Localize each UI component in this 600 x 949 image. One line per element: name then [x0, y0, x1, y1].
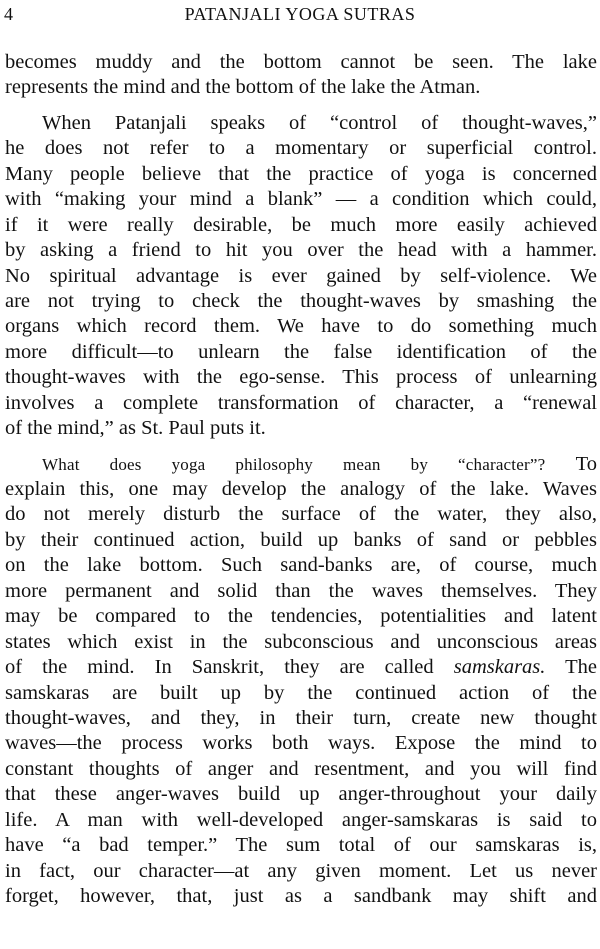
book-title: PATANJALI YOGA SUTRAS: [184, 4, 416, 24]
text-line: When Patanjali speaks of “control of thought-waves,”: [42, 111, 597, 134]
page-number: 4: [4, 4, 13, 24]
text-line: life. A man with well-developed anger-samskaras is said to: [5, 808, 597, 831]
text-line: explain this, one may develop the analogy of the lake. Waves: [5, 478, 597, 500]
italic-term: samskaras.: [453, 656, 546, 679]
body-text: [5, 50, 597, 919]
paragraph-3: [5, 452, 597, 910]
text-line: waves—the process works both ways. Expose the mind to: [5, 732, 597, 755]
text-line: with “making your mind a blank” — a condition which could,: [5, 188, 597, 211]
text-line: are not trying to check the thought-waves by smashing the: [5, 289, 597, 312]
text-line: if it were really desirable, be much more easily achieved: [5, 213, 597, 236]
paragraph-1: [5, 50, 597, 101]
text-line: states which exist in the subconscious and unconscious areas: [5, 630, 597, 653]
text-line: that these anger-waves build up anger-throughout your daily: [5, 783, 597, 806]
text-line: organs which record them. We have to do something much: [5, 315, 597, 338]
text-line: of the mind,” as St. Paul puts it.: [5, 417, 266, 440]
text-line: thought-waves, and they, in their turn, create new thought: [5, 706, 597, 729]
lead-tail: To: [575, 452, 597, 475]
text-line: [5, 655, 597, 680]
text-line: may be compared to the tendencies, potentialities and latent: [5, 605, 597, 628]
running-head: [4, 4, 596, 24]
text-line: becomes muddy and the bottom cannot be seen. The lake: [5, 51, 597, 73]
text-line: samskaras are built up by the continued action of the: [5, 681, 597, 704]
line-text: of the mind. In Sanskrit, they are called: [5, 656, 434, 679]
text-line: by their continued action, build up banks of sand or pebbles: [5, 528, 597, 551]
text-line: constant thoughts of anger and resentment, and you will find: [5, 757, 597, 780]
text-line: thought-waves with the ego-sense. This process of unlearning: [5, 366, 597, 389]
text-line: represents the mind and the bottom of the lake the Atman.: [5, 76, 481, 99]
text-line: in fact, our character—at any given moment. Let us never: [5, 859, 597, 882]
paragraph-lead: What does yoga philosophy mean by “character”?: [42, 454, 546, 474]
text-line: do not merely disturb the surface of the water, they also,: [5, 503, 597, 526]
text-line: Many people believe that the practice of yoga is concerned: [5, 162, 597, 185]
text-line: involves a complete transformation of character, a “renewal: [5, 391, 597, 414]
text-line: he does not refer to a momentary or superficial control.: [5, 137, 597, 160]
text-line: [5, 452, 597, 477]
text-line: No spiritual advantage is ever gained by self-violence. We: [5, 264, 597, 287]
text-line: forget, however, that, just as a sandbank may shift and: [5, 885, 597, 907]
text-line: more difficult—to unlearn the false identification of the: [5, 340, 597, 363]
paragraph-2: [5, 111, 597, 442]
text-line: have “a bad temper.” The sum total of our samskaras is,: [5, 834, 597, 857]
text-line: on the lake bottom. Such sand-banks are, of course, much: [5, 554, 597, 577]
line-text: The: [565, 656, 597, 679]
text-line: more permanent and solid than the waves themselves. They: [5, 579, 597, 602]
text-line: by asking a friend to hit you over the head with a hammer.: [5, 239, 597, 262]
